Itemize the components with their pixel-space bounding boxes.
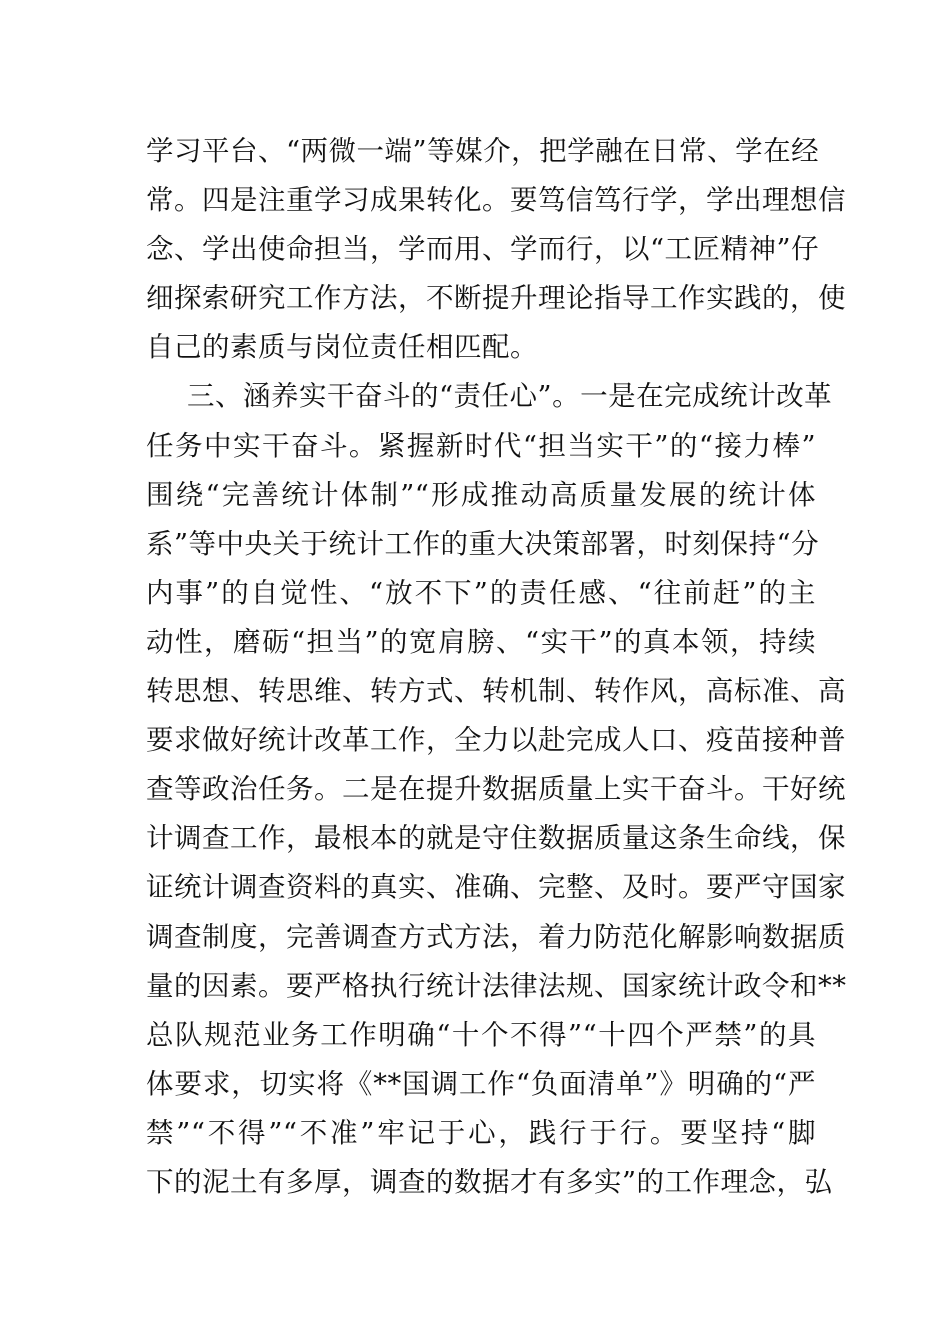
text-line: 常。四是注重学习成果转化。要笃信笃行学，学出理想信	[146, 184, 846, 217]
text-line: 量的因素。要严格执行统计法律法规、国家统计政令和**	[146, 969, 847, 1002]
paragraph-heading-line: 三、涵养实干奋斗的“责任心”。一是在完成统计改革	[187, 380, 833, 413]
document-body	[146, 127, 847, 1207]
text-line: 体要求，切实将《**国调工作“负面清单”》明确的“严	[146, 1067, 816, 1100]
text-line: 下的泥土有多厚，调查的数据才有多实”的工作理念，弘	[146, 1165, 833, 1198]
text-line: 禁”“不得”“不准”牢记于心，践行于行。要坚持“脚	[146, 1116, 816, 1149]
text-line: 总队规范业务工作明确“十个不得”“十四个严禁”的具	[146, 1018, 816, 1051]
text-line: 细探索研究工作方法，不断提升理论指导工作实践的，使	[146, 282, 846, 315]
text-line: 围绕“完善统计体制”“形成推动高质量发展的统计体	[146, 478, 816, 511]
text-line: 学习平台、“两微一端”等媒介，把学融在日常、学在经	[146, 135, 820, 167]
text-line: 动性，磨砺“担当”的宽肩膀、“实干”的真本领，持续	[146, 625, 816, 658]
text-line: 计调查工作，最根本的就是守住数据质量这条生命线，保	[146, 822, 846, 855]
text-line: 任务中实干奋斗。紧握新时代“担当实干”的“接力棒”	[146, 429, 816, 462]
text-line: 要求做好统计改革工作，全力以赴完成人口、疫苗接种普	[146, 724, 846, 757]
text-line: 系”等中央关于统计工作的重大决策部署，时刻保持“分	[146, 527, 820, 560]
text-line: 内事”的自觉性、“放不下”的责任感、“往前赶”的主	[146, 576, 816, 609]
text-line: 转思想、转思维、转方式、转机制、转作风，高标准、高	[146, 675, 846, 708]
text-line: 念、学出使命担当，学而用、学而行，以“工匠精神”仔	[146, 233, 820, 266]
text-line: 查等政治任务。二是在提升数据质量上实干奋斗。干好统	[146, 773, 846, 806]
text-line: 调查制度，完善调查方式方法，着力防范化解影响数据质	[146, 920, 846, 953]
text-line: 证统计调查资料的真实、准确、完整、及时。要严守国家	[146, 871, 846, 904]
text-line: 自己的素质与岗位责任相匹配。	[146, 331, 538, 364]
